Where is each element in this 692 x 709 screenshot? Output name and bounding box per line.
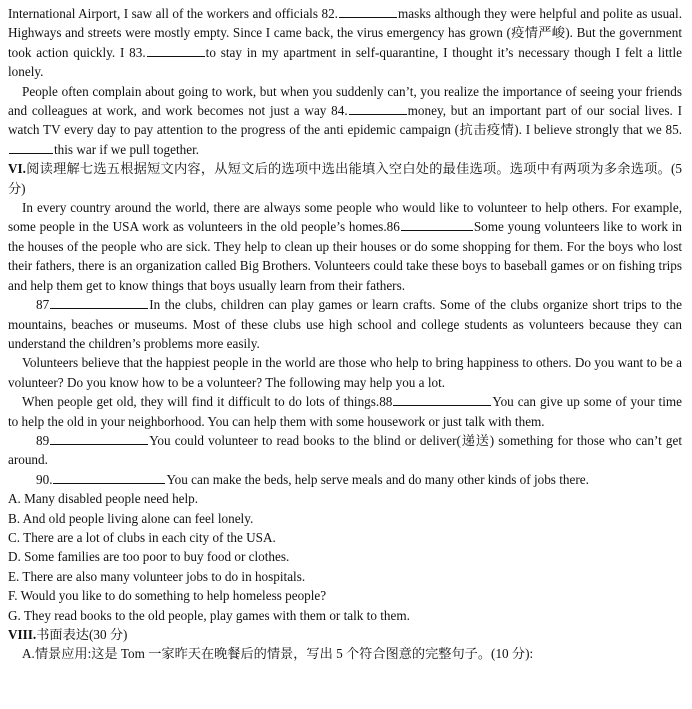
answer-blank-89[interactable] [50, 432, 148, 445]
text-run: People often complain about going to work, but when you suddenly can’t, you realize the importance of seeing your friends and colleagues at work, and work becomes not just a way 84. [8, 83, 682, 119]
answer-blank-84[interactable] [349, 102, 407, 115]
text-run: In every country around the world, there are always some people who would like to volunteer to help others. For example, some people in the USA work as volunteers in the old people’s homes.86 [8, 200, 682, 235]
reading-paragraph-3: Volunteers believe that the happiest people in the world are those who help to bring happiness to others. Do you want to be a volunteer? Do you know how to be a volunteer? The following may help you a lot. [8, 355, 682, 390]
answer-blank-88[interactable] [393, 393, 491, 406]
section-6-heading [8, 159, 682, 198]
text-run: You can give up some of your time to help the old in your neighborhood. You can help them with some housework or just talk with them. [8, 394, 682, 429]
text-run: money, but an important part of our social lives. I watch TV every day to pay attention to the progress of the anti epidemic campaign (抗击疫情). I believe strongly that we 85. [8, 103, 683, 138]
option-f: F. Would you like to do something to help homeless people? [8, 588, 327, 604]
answer-blank-83[interactable] [147, 44, 205, 57]
reading-paragraph-6 [8, 470, 682, 489]
passage-paragraph-2 [8, 82, 682, 160]
answer-blank-85[interactable] [9, 141, 53, 154]
section-title: 书面表达(30 分) [36, 627, 128, 642]
option-d: D. Some families are too poor to buy food or clothes. [8, 549, 290, 565]
reading-paragraph-4 [8, 392, 682, 431]
text-run: International Airport, I saw all of the workers and officials 82. [8, 6, 338, 21]
section-8a-instructions: A.情景应用:这是 Tom 一家昨天在晚餐后的情景，写出 5 个符合图意的完整句子。(10 分): [22, 646, 534, 662]
text-run: 90. [36, 471, 53, 487]
section-number: VIII. [8, 627, 37, 642]
section-8-heading [8, 625, 682, 644]
text-run: 89 [36, 432, 50, 448]
section-instructions: 阅读理解七选五根据短文内容，从短文后的选项中选出能填入空白处的最佳选项。选项中有两项为多余选项。(5 分) [8, 161, 682, 196]
text-run: You could volunteer to read books to the blind or deliver(递送) something for those who can’t get around. [8, 432, 682, 468]
option-b: B. And old people living alone can feel lonely. [8, 510, 254, 526]
text-run: When people get old, they will find it difficult to do lots of things.88 [22, 394, 393, 410]
answer-blank-86[interactable] [401, 218, 473, 231]
text-run: to stay in my apartment in self-quarantine, I thought it’s necessary though I felt a little lonely. [8, 44, 682, 80]
option-a: A. Many disabled people need help. [8, 491, 199, 507]
option-e: E. There are also many volunteer jobs to do in hospitals. [8, 568, 306, 584]
passage-paragraph-1 [8, 4, 682, 82]
text-run: 87 [36, 297, 50, 313]
answer-blank-87[interactable] [50, 296, 148, 309]
option-c: C. There are a lot of clubs in each city of the USA. [8, 529, 276, 545]
section-number: VI. [8, 161, 26, 177]
text-run: masks although they were helpful and polite as usual. Highways and streets were mostly empty. Since I came back, the virus emergency has grown (疫情严峻). But the government took action quickly. I 83. [8, 6, 682, 60]
text-run: In the clubs, children can play games or learn crafts. Some of the clubs organize short trips to the mountains, beaches or museums. Most of these clubs use high school and college students as volunteers because they can understand the children’s problems more easily. [8, 297, 682, 351]
answer-blank-82[interactable] [339, 5, 397, 18]
reading-paragraph-1 [8, 198, 682, 295]
reading-paragraph-2 [8, 295, 682, 353]
text-run: You can make the beds, help serve meals and do many other kinds of jobs there. [166, 471, 589, 487]
answer-blank-90[interactable] [53, 471, 165, 484]
reading-paragraph-5 [8, 431, 682, 470]
text-run: Some young volunteers like to work in the houses of the people who are sick. They help to clean up their houses or do some shopping for them. For the boys who lost their fathers, there is an organization called Big Brothers. Volunteers could take these boys to baseball games or on fishing trips and help them get to know things that boys usually learn from their fathers. [8, 219, 682, 293]
option-g: G. They read books to the old people, play games with them or talk to them. [8, 607, 410, 623]
text-run: this war if we pull together. [54, 141, 200, 157]
